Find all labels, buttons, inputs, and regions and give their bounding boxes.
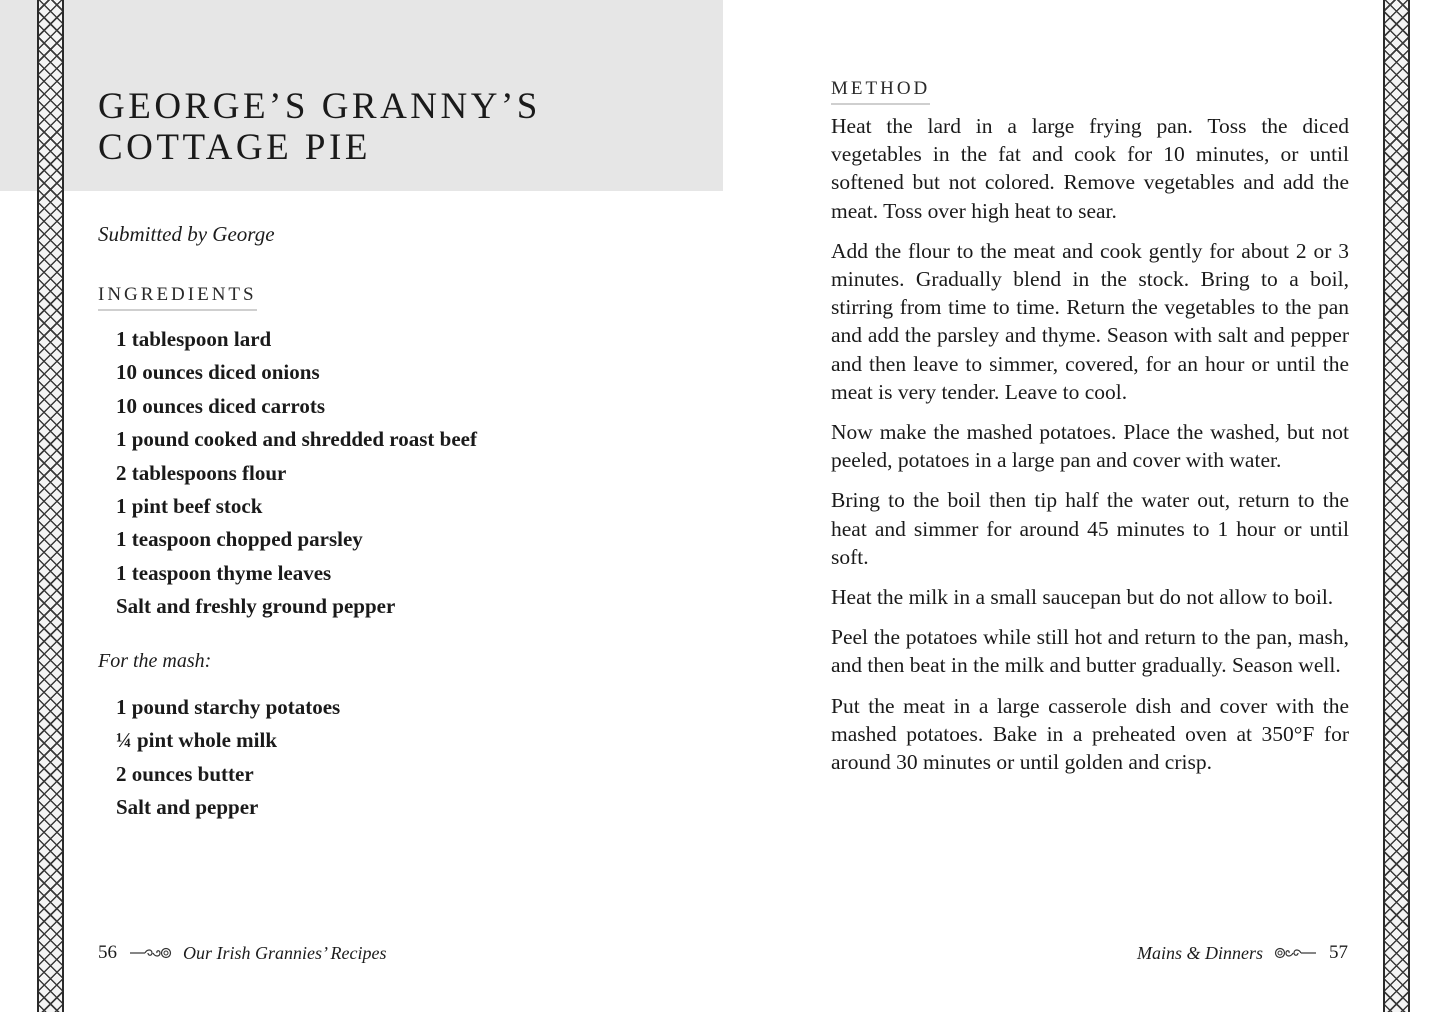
celtic-knot-border-right [1383, 0, 1410, 1012]
ingredient-item: 1 pint beef stock [116, 493, 263, 518]
method-paragraph: Add the flour to the meat and cook gently for about 2 or 3 minutes. Gradually blend in the stock. Bring to a boil, stirring from time to time. Return the vegetables to the pan and add the parsley and thyme. Season with salt and pepper and then leave to simmer, covered, for an hour or until the meat is very tender. Leave to cool. [831, 238, 1349, 404]
mash-subheading: For the mash: [98, 650, 212, 672]
ingredients-heading: INGREDIENTS [98, 284, 257, 311]
mash-ingredients-list [116, 691, 340, 825]
recipe-title-line2: COTTAGE PIE [98, 127, 371, 168]
mash-ingredient-item: ¼ pint whole milk [116, 728, 278, 753]
mash-ingredient-item: 2 ounces butter [116, 761, 254, 786]
book-title: Our Irish Grannies’ Recipes [183, 942, 387, 963]
method-text [831, 112, 1349, 788]
submitted-by: Submitted by George [98, 222, 275, 246]
ingredient-item: 10 ounces diced onions [116, 360, 320, 385]
recipe-title-line1: GEORGE’S GRANNY’S [98, 86, 541, 127]
scroll-flourish-icon [129, 946, 173, 960]
method-paragraph: Now make the mashed potatoes. Place the washed, but not peeled, potatoes in a large pan and cover with water. [831, 420, 1349, 473]
ingredient-item: 1 teaspoon chopped parsley [116, 527, 363, 552]
mash-ingredient-item: Salt and pepper [116, 795, 259, 820]
method-paragraph: Peel the potatoes while still hot and return to the pan, mash, and then beat in the milk and butter gradually. Season well. [831, 625, 1349, 678]
ingredients-list [116, 323, 477, 624]
ingredient-item: 10 ounces diced carrots [116, 393, 326, 418]
page-number-left: 56 [98, 942, 117, 963]
method-heading: METHOD [831, 78, 930, 105]
section-title: Mains & Dinners [1137, 942, 1263, 963]
ingredient-item: 1 pound cooked and shredded roast beef [116, 427, 477, 452]
ingredient-item: Salt and freshly ground pepper [116, 594, 396, 619]
footer-left [98, 942, 386, 964]
celtic-knot-border-left [37, 0, 64, 1012]
ingredient-item: 1 teaspoon thyme leaves [116, 560, 332, 585]
page-number-right: 57 [1329, 942, 1348, 963]
method-paragraph: Put the meat in a large casserole dish and cover with the mashed potatoes. Bake in a preheated oven at 350°F for around 30 minutes or until golden and crisp. [831, 693, 1349, 775]
method-paragraph: Bring to the boil then tip half the water out, return to the heat and simmer for around 45 minutes to 1 hour or until soft. [831, 488, 1349, 569]
recipe-title [98, 86, 541, 168]
ingredient-item: 2 tablespoons flour [116, 460, 287, 485]
mash-ingredient-item: 1 pound starchy potatoes [116, 695, 341, 719]
footer-right [1137, 942, 1348, 964]
scroll-flourish-icon [1273, 946, 1317, 960]
method-paragraph: Heat the milk in a small saucepan but do not allow to boil. [831, 585, 1334, 610]
method-paragraph: Heat the lard in a large frying pan. Toss the diced vegetables in the fat and cook for 10 minutes, or until softened but not colored. Remove vegetables and add the meat. Toss over high heat to sear. [831, 114, 1349, 223]
ingredient-item: 1 tablespoon lard [116, 327, 272, 351]
